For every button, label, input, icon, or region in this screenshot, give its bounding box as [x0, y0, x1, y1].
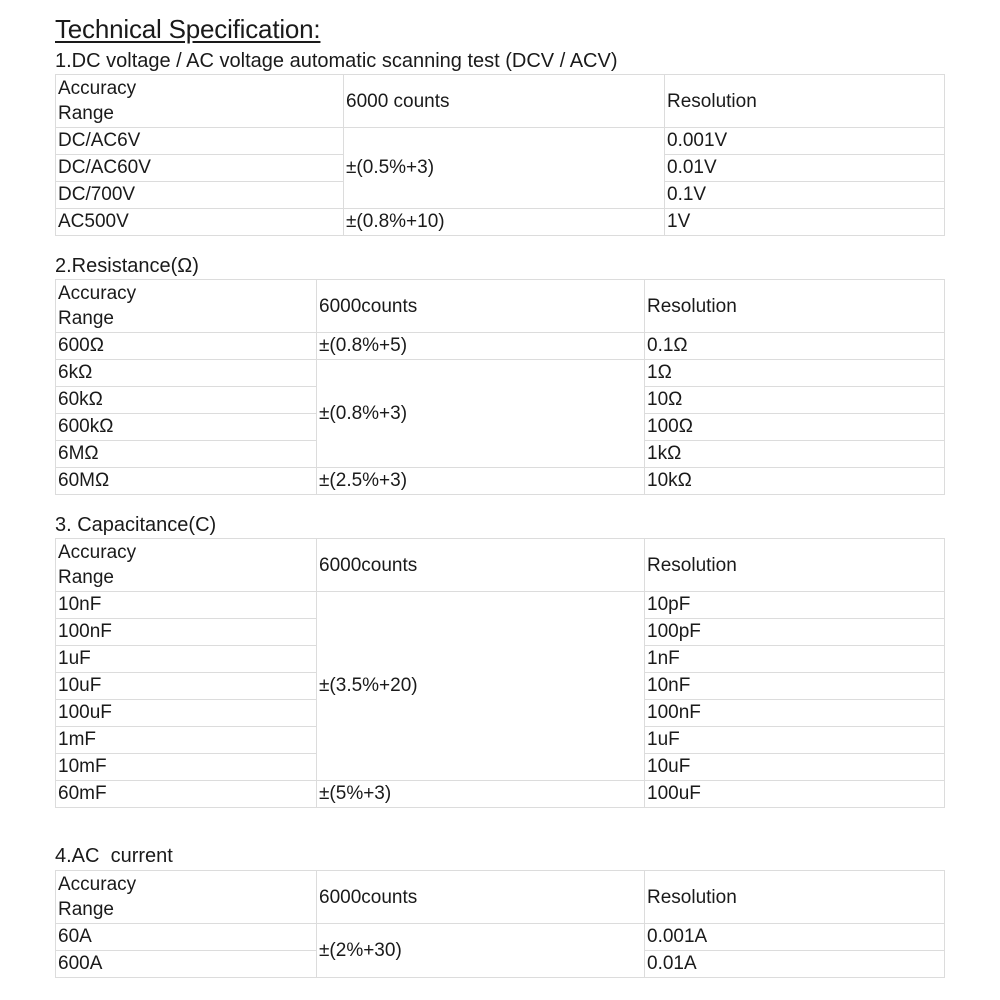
range-cell: AC500V: [56, 209, 344, 236]
table-row: [56, 924, 945, 951]
table-row: [56, 360, 945, 387]
table-row: [56, 592, 945, 619]
range-cell: 10mF: [56, 754, 317, 781]
resolution-cell: 0.01V: [665, 155, 945, 182]
resolution-cell: 0.1Ω: [645, 333, 945, 360]
page-title: Technical Specification:: [55, 14, 321, 44]
range-cell: 1uF: [56, 646, 317, 673]
range-cell: 6kΩ: [56, 360, 317, 387]
section-title-dc-ac-voltage: 1.DC voltage / AC voltage automatic scanning test (DCV / ACV): [55, 50, 618, 72]
header-range-label: Range: [58, 899, 114, 920]
header-resolution: Resolution: [645, 539, 945, 592]
table-row: [56, 209, 945, 236]
table-header-row: [56, 539, 945, 592]
header-accuracy-range: [56, 280, 317, 333]
header-resolution: Resolution: [665, 75, 945, 128]
table-header-row: [56, 871, 945, 924]
table-header-row: [56, 280, 945, 333]
range-cell: 1mF: [56, 727, 317, 754]
resolution-cell: 100uF: [645, 781, 945, 808]
header-resolution: Resolution: [645, 280, 945, 333]
resolution-cell: 1nF: [645, 646, 945, 673]
table-row: [56, 468, 945, 495]
resolution-cell: 10nF: [645, 673, 945, 700]
accuracy-cell: ±(0.8%+5): [317, 333, 645, 360]
resolution-cell: 100pF: [645, 619, 945, 646]
header-counts: 6000 counts: [344, 75, 665, 128]
header-accuracy-range: [56, 539, 317, 592]
table-row: [56, 333, 945, 360]
header-range-label: Range: [58, 308, 114, 329]
range-cell: 6MΩ: [56, 441, 317, 468]
header-counts: 6000counts: [317, 871, 645, 924]
table-row: [56, 128, 945, 155]
resolution-cell: 10Ω: [645, 387, 945, 414]
section-title-ac-current: 4.AC current: [55, 845, 173, 867]
resolution-cell: 1Ω: [645, 360, 945, 387]
header-range-label: Range: [58, 567, 114, 588]
resolution-cell: 0.001A: [645, 924, 945, 951]
accuracy-cell: ±(0.5%+3): [344, 128, 665, 209]
header-resolution: Resolution: [645, 871, 945, 924]
table-row: [56, 781, 945, 808]
spec-table-capacitance: [55, 538, 945, 808]
range-cell: DC/AC6V: [56, 128, 344, 155]
range-cell: 100nF: [56, 619, 317, 646]
resolution-cell: 1kΩ: [645, 441, 945, 468]
table-header-row: [56, 75, 945, 128]
header-counts: 6000counts: [317, 539, 645, 592]
header-accuracy-label: Accuracy: [58, 542, 137, 563]
accuracy-cell: ±(5%+3): [317, 781, 645, 808]
header-accuracy-label: Accuracy: [58, 874, 137, 895]
header-accuracy-range: [56, 75, 344, 128]
header-counts: 6000counts: [317, 280, 645, 333]
section-title-resistance: 2.Resistance(Ω): [55, 255, 199, 277]
accuracy-cell: ±(0.8%+3): [317, 360, 645, 468]
resolution-cell: 1uF: [645, 727, 945, 754]
range-cell: 60mF: [56, 781, 317, 808]
spec-table-voltage: [55, 74, 945, 236]
accuracy-cell: ±(2%+30): [317, 924, 645, 978]
header-accuracy-range: [56, 871, 317, 924]
header-accuracy-label: Accuracy: [58, 283, 137, 304]
resolution-cell: 100nF: [645, 700, 945, 727]
range-cell: 60A: [56, 924, 317, 951]
range-cell: 100uF: [56, 700, 317, 727]
accuracy-cell: ±(3.5%+20): [317, 592, 645, 781]
resolution-cell: 10pF: [645, 592, 945, 619]
range-cell: 600Ω: [56, 333, 317, 360]
resolution-cell: 100Ω: [645, 414, 945, 441]
range-cell: DC/700V: [56, 182, 344, 209]
range-cell: 600kΩ: [56, 414, 317, 441]
section-title-capacitance: 3. Capacitance(C): [55, 514, 217, 536]
spec-table-ac-current: [55, 870, 945, 978]
range-cell: 10nF: [56, 592, 317, 619]
resolution-cell: 0.001V: [665, 128, 945, 155]
accuracy-cell: ±(0.8%+10): [344, 209, 665, 236]
resolution-cell: 1V: [665, 209, 945, 236]
resolution-cell: 10uF: [645, 754, 945, 781]
header-range-label: Range: [58, 103, 114, 124]
range-cell: 10uF: [56, 673, 317, 700]
header-accuracy-label: Accuracy: [58, 78, 137, 99]
range-cell: 60MΩ: [56, 468, 317, 495]
spec-table-resistance: [55, 279, 945, 495]
range-cell: 600A: [56, 951, 317, 978]
resolution-cell: 0.01A: [645, 951, 945, 978]
resolution-cell: 0.1V: [665, 182, 945, 209]
range-cell: 60kΩ: [56, 387, 317, 414]
range-cell: DC/AC60V: [56, 155, 344, 182]
resolution-cell: 10kΩ: [645, 468, 945, 495]
accuracy-cell: ±(2.5%+3): [317, 468, 645, 495]
